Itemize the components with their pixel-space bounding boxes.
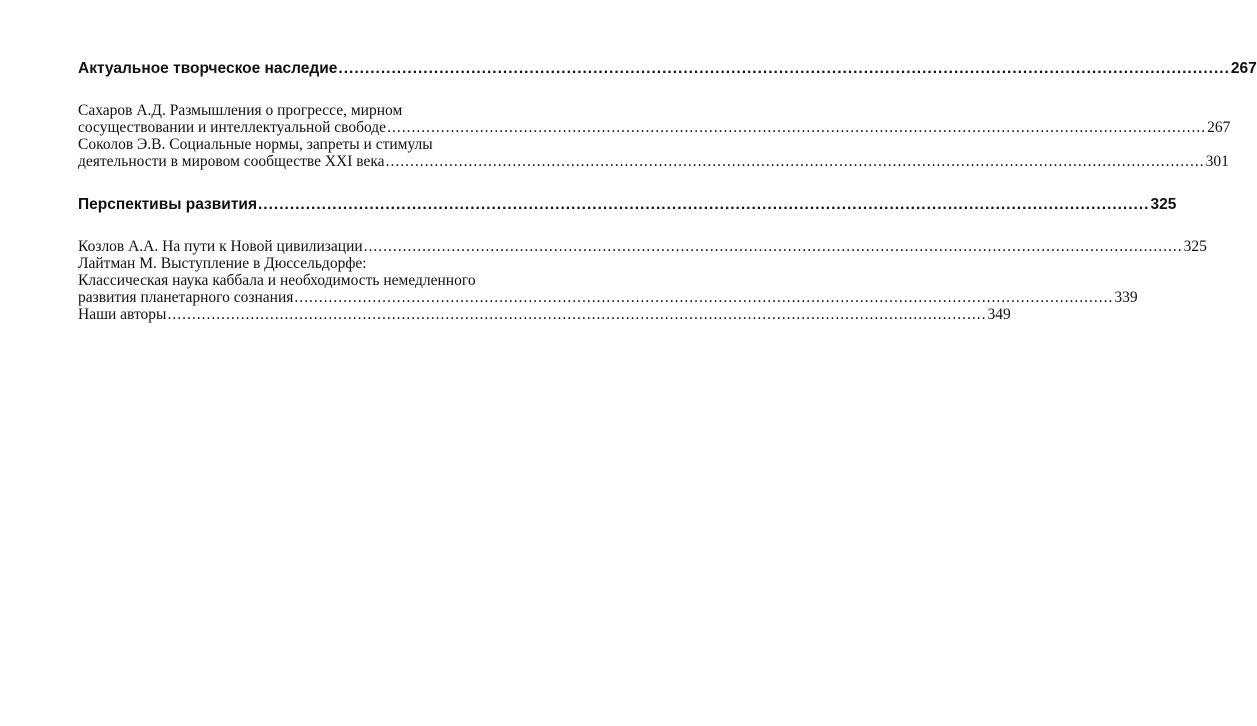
- page-number: 267: [1207, 119, 1231, 136]
- toc-section-perspectives[interactable]: [78, 196, 1177, 214]
- entry-title-line: Козлов А.А. На пути к Новой цивилизации: [78, 238, 363, 255]
- dot-leader: [386, 153, 1205, 170]
- page-number: 349: [987, 306, 1011, 323]
- entry-title-line: Классическая наука каббала и необходимость немедленного: [78, 272, 476, 289]
- entry-title-line: развития планетарного сознания: [78, 289, 294, 306]
- page-number: 339: [1114, 289, 1138, 306]
- toc-entry-laitman[interactable]: [78, 255, 1138, 306]
- toc-section-heritage[interactable]: [78, 60, 1257, 78]
- section-title: Перспективы развития: [78, 196, 257, 213]
- dot-leader: [387, 119, 1206, 136]
- entry-title-line: Лайтман М. Выступление в Дюссельдорфе:: [78, 255, 367, 272]
- section-title: Актуальное творческое наследие: [78, 60, 338, 77]
- page-number: 325: [1183, 238, 1207, 255]
- dot-leader: [338, 60, 1229, 78]
- table-of-contents: [78, 60, 1257, 323]
- dot-leader: [364, 238, 1183, 255]
- toc-entry-sakharov[interactable]: [78, 102, 1231, 136]
- dot-leader: [294, 289, 1113, 306]
- page-number: 301: [1205, 153, 1229, 170]
- page-number: 267: [1230, 60, 1257, 77]
- toc-entry-kozlov[interactable]: [78, 238, 1207, 255]
- toc-entry-sokolov[interactable]: [78, 136, 1229, 170]
- entry-title-line: Соколов Э.В. Социальные нормы, запреты и стимулы: [78, 136, 433, 153]
- dot-leader: [258, 196, 1149, 214]
- entry-title-line: деятельности в мировом сообществе XXI века: [78, 153, 385, 170]
- entry-title-line: Сахаров А.Д. Размышления о прогрессе, мирном: [78, 102, 403, 119]
- toc-entry-authors[interactable]: [78, 306, 1011, 323]
- entry-title-line: сосуществовании и интеллектуальной свободе: [78, 119, 387, 136]
- dot-leader: [167, 306, 986, 323]
- page-number: 325: [1150, 196, 1177, 213]
- entry-title-line: Наши авторы: [78, 306, 167, 323]
